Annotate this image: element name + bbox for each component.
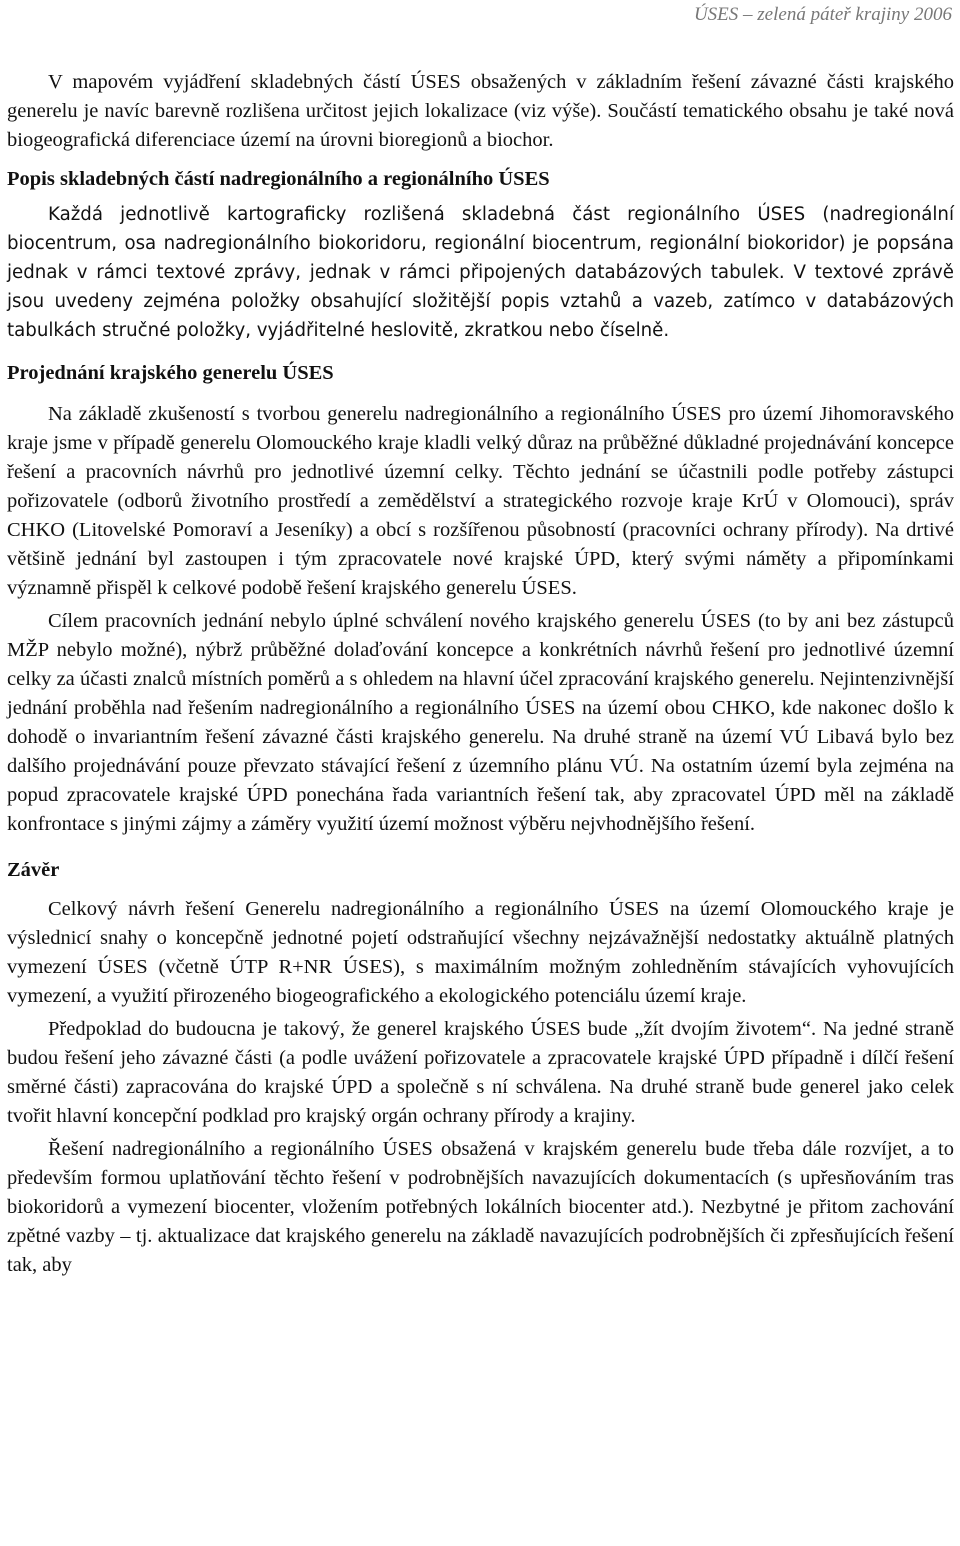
paragraph: Cílem pracovních jednání nebylo úplné schválení nového krajského generelu ÚSES (to by ani bez zástupců MŽP nebylo možné), nýbrž průběžné dolaďování koncepce a konkrétních návrhů řešení pro jednotlivé územní celky za účasti znalců místních poměrů a s ohledem na hlavní účel zpracování krajského generelu. Nejintenzivnější jednání proběhla nad řešením nadregionálního a regionálního ÚSES na území obou CHKO, kde nakonec došlo k dohodě o invariantním řešení závazné části krajského generelu. Na druhé straně na území VÚ Libavá bylo bez dalšího projednávání pouze převzato stávající řešení z územního plánu VÚ. Na ostatním území byla zejména na popud zpracovatele krajské ÚPD ponechána řada variantních řešení tak, aby zpracovatel ÚPD měl na základě konfrontace s jinými zájmy a záměry využití území možnost výběru nejvhodnějšího řešení.	[7, 610, 954, 835]
section-heading-conclusion: Závěr	[7, 859, 60, 881]
paragraph: V mapovém vyjádření skladebných částí ÚSES obsažených v základním řešení závazné části krajského generelu je navíc barevně rozlišena určitost jejich lokalizace (viz výše). Součástí tematického obsahu je také nová biogeografická diferenciace území na úrovni bioregionů a biochor.	[7, 71, 954, 151]
paragraph: Celkový návrh řešení Generelu nadregionálního a regionálního ÚSES na území Olomouckého kraje je výslednicí snahy o koncepčně jednotné pojetí odstraňující všechny nejzávažnější nedostatky aktuálně platných vymezení ÚSES (včetně ÚTP R+NR ÚSES), s maximálním možným zohledněním stávajících vyhovujících vymezení, a využití přirozeného biogeografického a ekologického potenciálu území kraje.	[7, 898, 954, 1007]
document-body	[7, 68, 954, 1280]
section-heading-description: Popis skladebných částí nadregionálního a regionálního ÚSES	[7, 168, 550, 190]
conclusion-section	[7, 895, 954, 1280]
paragraph: Předpoklad do budoucna je takový, že generel krajského ÚSES bude „žít dvojím životem“. Na jedné straně budou řešení jeho závazné části (a podle uvážení pořizovatele a zpracovatele krajské ÚPD případně i dílčí řešení směrné části) zapracována do krajské ÚPD a společně s ní schválena. Na druhé straně bude generel jako celek tvořit hlavní koncepční podklad pro krajský orgán ochrany přírody a krajiny.	[7, 1018, 954, 1127]
paragraph: Řešení nadregionálního a regionálního ÚSES obsažená v krajském generelu bude třeba dále rozvíjet, a to především formou uplatňování těchto řešení v podrobnějších navazujících dokumentacích (s upřesňováním tras biokoridorů a vymezení biocenter, vložením potřebných lokálních biocenter atd.). Nezbytné je přitom zachování zpětné vazby – tj. aktualizace dat krajského generelu na základě navazujících podrobnějších či zpřesňujících řešení tak, aby	[7, 1138, 954, 1276]
running-header: ÚSES – zelená páteř krajiny 2006	[693, 4, 952, 25]
section-heading-negotiation: Projednání krajského generelu ÚSES	[7, 362, 334, 384]
intro-section	[7, 68, 954, 155]
paragraph: Každá jednotlivě kartograficky rozlišená skladebná část regionálního ÚSES (nadregionální biocentrum, osa nadregionálního biokoridoru, regionální biocentrum, regionální biokoridor) je popsána jednak v rámci textové zprávy, jednak v rámci připojených databázových tabulek. V textové zprávě jsou uvedeny zejména položky obsahující složitější popis vztahů a vazeb, zatímco v databázových tabulkách stručné položky, vyjádřitelné heslovitě, zkratkou nebo číselně.	[7, 204, 954, 341]
description-section	[7, 200, 954, 345]
negotiation-section	[7, 400, 954, 839]
paragraph: Na základě zkušeností s tvorbou generelu nadregionálního a regionálního ÚSES pro území Jihomoravského kraje jsme v případě generelu Olomouckého kraje kladli velký důraz na průběžné důkladné projednávání koncepce řešení a pracovních návrhů pro jednotlivé územní celky. Těchto jednání se účastnili podle potřeby zástupci pořizovatele (odborů životního prostředí a zemědělství a strategického rozvoje kraje KrÚ v Olomouci), správ CHKO (Litovelské Pomoraví a Jeseníky) a obcí s rozšířenou působností (pracovníci ochrany přírody). Na drtivé většině jednání byl zastoupen i tým zpracovatele nové krajské ÚPD, který svými náměty a připomínkami významně přispěl k celkové podobě řešení krajského generelu ÚSES.	[7, 403, 954, 599]
